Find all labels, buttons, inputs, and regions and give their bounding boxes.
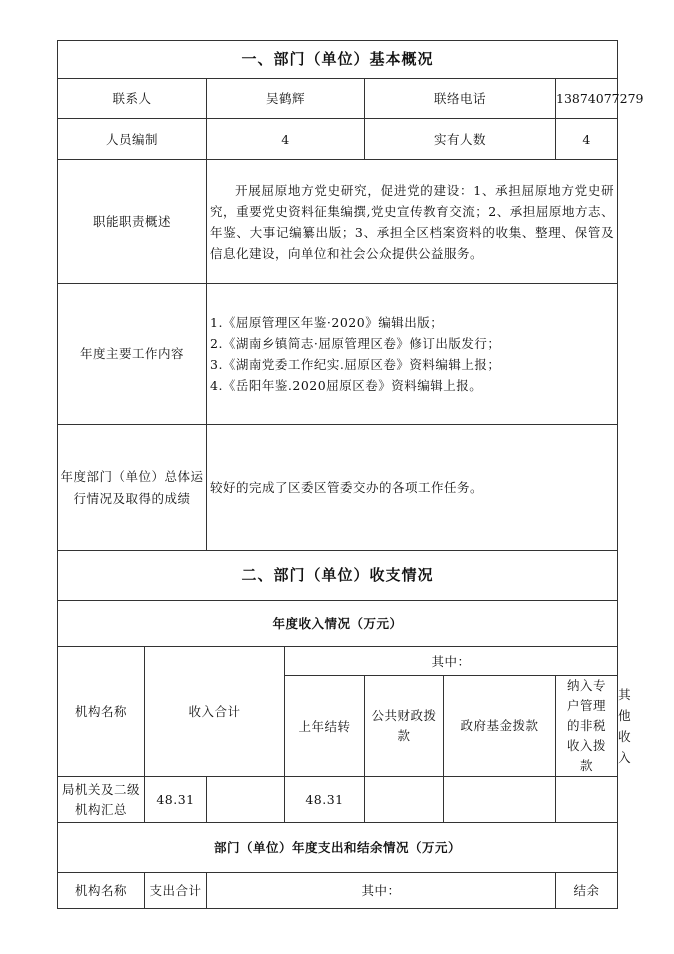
- duties-text: 开展屈原地方党史研究，促进党的建设：1、承担屈原地方党史研究，重要党史资料征集编撰,党史宣传教育交流；2、承担屈原地方志、年鉴、大事记编纂出版；3、承担全区档案资料的收集、整理、保管及信息化建设，向单位和社会公众提供公益服务。: [207, 160, 618, 284]
- income-row-gov-fund: [365, 777, 444, 823]
- report-table: 一、部门（单位）基本概况 联系人 吴鹤辉 联络电话 13874077279 人员编制 4 实有人数 4 职能职责概述 开展屈原地方党史研究，促进党的建设：1、承担屈原地方党史研究，重要党史资料征集编撰,党史宣传教育交流；2、承担屈原地方志、年鉴、大事记编纂出版；3、承担全区档案资料的收集、整理、保管及信息化建设，向单位和社会公众提供公益服务。 年度主要工作内容 1.《屈原管理区年鉴·2020》编辑出版； 2.《湖南乡镇简志·屈原管理区卷》修订出版发行； 3.《湖南党委工作纪实.屈原区卷》资料编辑上报； 4.《岳阳年鉴.2020屈原区卷》资料编辑上报。 年度部门（单位）总体运行情况及取得的成绩 较好的完成了区委区管委交办的各项工作任务。 二、部门（单位）收支情况 年度收入情况（万元） 机构名称 收入合计 其中： 上年结转 公共财政拨款 政府基金拨款 纳入专户管理的非税收入拨款 其他收入 局机关及二级机构汇总 48.31 48.31 部门（单位）年度支出和结余情况（万元） 机构名称 支出合计 其中： 结余: [57, 40, 618, 909]
- income-row-public-finance: 48.31: [285, 777, 365, 823]
- income-title: 年度收入情况（万元）: [58, 601, 618, 647]
- staff-quota-label: 人员编制: [58, 119, 207, 160]
- annual-work-item: 1.《屈原管理区年鉴·2020》编辑出版；: [210, 315, 444, 330]
- annual-work-label: 年度主要工作内容: [58, 284, 207, 425]
- income-row-carryover: [207, 777, 285, 823]
- annual-work-list: [207, 284, 618, 425]
- income-col-org: 机构名称: [58, 647, 145, 777]
- income-row-total: 48.31: [145, 777, 207, 823]
- annual-work-item: 2.《湖南乡镇简志·屈原管理区卷》修订出版发行；: [210, 336, 501, 351]
- income-row-non-tax: [444, 777, 556, 823]
- income-row-org: 局机关及二级机构汇总: [58, 777, 145, 823]
- expense-title: 部门（单位）年度支出和结余情况（万元）: [58, 823, 618, 873]
- income-subcol-carryover: 上年结转: [285, 676, 365, 777]
- income-subcol-public-finance: 公共财政拨款: [365, 676, 444, 777]
- performance-label: 年度部门（单位）总体运行情况及取得的成绩: [58, 425, 207, 551]
- income-subcol-non-tax: 纳入专户管理的非税收入拨款: [556, 676, 618, 777]
- contact-person-value: 吴鹤辉: [207, 79, 365, 119]
- performance-text: 较好的完成了区委区管委交办的各项工作任务。: [207, 425, 618, 551]
- contact-person-label: 联系人: [58, 79, 207, 119]
- section2-title: 二、部门（单位）收支情况: [58, 551, 618, 601]
- staff-actual-label: 实有人数: [365, 119, 556, 160]
- annual-work-item: 3.《湖南党委工作纪实.屈原区卷》资料编辑上报；: [210, 357, 501, 372]
- income-col-total: 收入合计: [145, 647, 285, 777]
- section1-title: 一、部门（单位）基本概况: [58, 41, 618, 79]
- expense-col-balance: 结余: [556, 873, 618, 909]
- contact-phone-label: 联络电话: [365, 79, 556, 119]
- annual-work-item: 4.《岳阳年鉴.2020屈原区卷》资料编辑上报。: [210, 378, 483, 393]
- report-sheet: [57, 40, 644, 909]
- expense-col-among: 其中：: [207, 873, 556, 909]
- contact-phone-value: 13874077279: [556, 79, 618, 119]
- staff-quota-value: 4: [207, 119, 365, 160]
- expense-col-org: 机构名称: [58, 873, 145, 909]
- income-subcol-gov-fund: 政府基金拨款: [444, 676, 556, 777]
- income-col-among: 其中：: [285, 647, 618, 676]
- staff-actual-value: 4: [556, 119, 618, 160]
- expense-col-total: 支出合计: [145, 873, 207, 909]
- income-row-other: [556, 777, 618, 823]
- duties-label: 职能职责概述: [58, 160, 207, 284]
